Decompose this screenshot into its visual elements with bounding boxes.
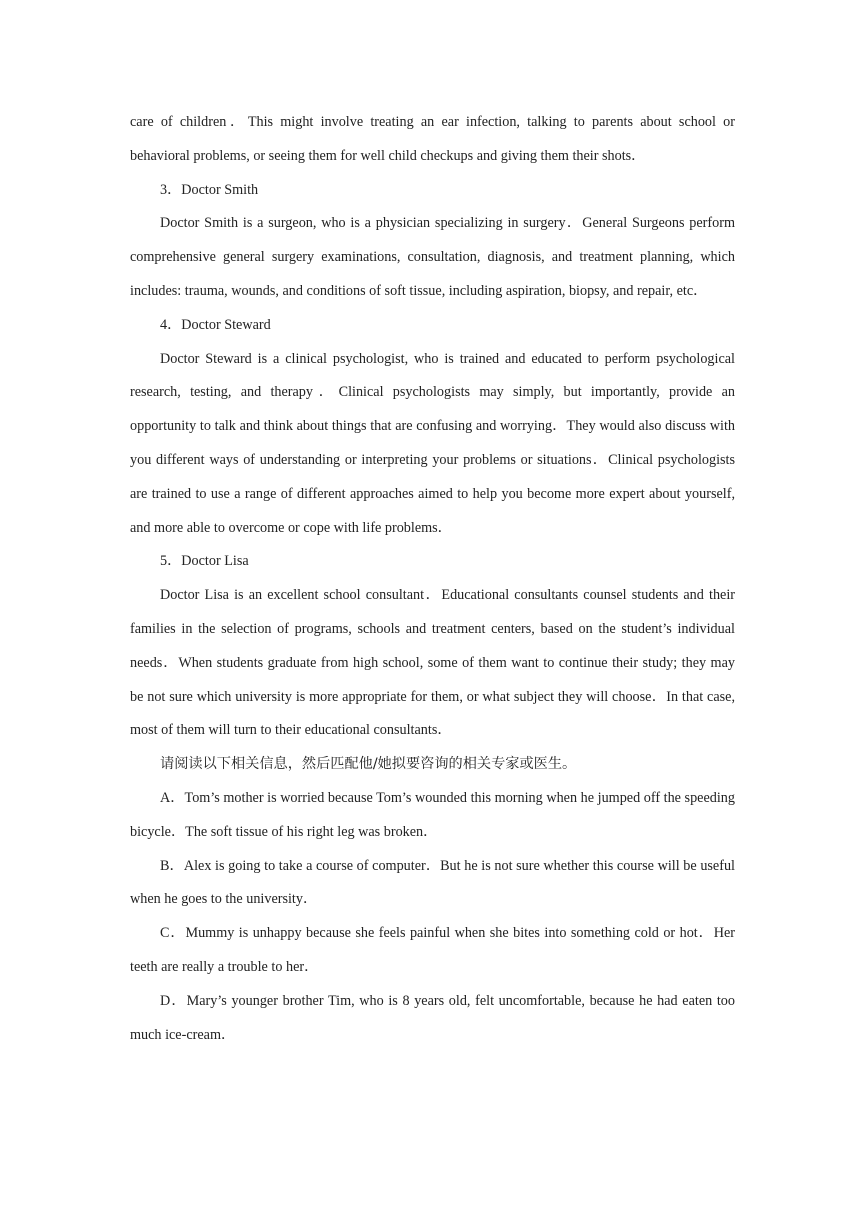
heading-doctor-smith: 3．Doctor Smith: [160, 181, 259, 198]
question-a: A．Tom’s mother is worried because Tom’s wounded this morning when he jumped off the speeding bicycle．The soft tissue of his right leg was broken．: [130, 789, 735, 840]
question-c: C．Mummy is unhappy because she feels painful when she bites into something cold or hot．Her teeth are really a trouble to her．: [130, 925, 735, 975]
document-body: [130, 106, 735, 1052]
question-b: B．Alex is going to take a course of computer．But he is not sure whether this course will be useful when he goes to the university．: [130, 857, 735, 908]
paragraph-doctor-steward: Doctor Steward is a clinical psychologist, who is trained and educated to perform psychological research, testing, and therapy．Clinical psychologists may simply, but importantly, provide an opportunity to talk and think about things that are confusing and worrying．They would also discuss with you different ways of understanding or interpreting your problems or situations．Clinical psychologists are trained to use a range of different approaches aimed to help you become more expert about yourself, and more able to overcome or cope with life problems．: [130, 350, 735, 536]
paragraph-doctor-smith: Doctor Smith is a surgeon, who is a physician specializing in surgery．General Surgeons perform comprehensive general surgery examinations, consultation, diagnosis, and treatment planning, which includes: trauma, wounds, and conditions of soft tissue, including aspiration, biopsy, and repair, etc．: [130, 215, 735, 299]
paragraph-doctor-lisa: Doctor Lisa is an excellent school consultant．Educational consultants counsel students and their families in the selection of programs, schools and treatment centers, based on the student’s individual needs．When students graduate from high school, some of them want to continue their study; they may be not sure which university is more appropriate for them, or what subject they will choose．In that case, most of them will turn to their educational consultants．: [130, 587, 735, 739]
heading-doctor-lisa: 5．Doctor Lisa: [160, 553, 249, 570]
paragraph-pediatrician-continued: care of children．This might involve treating an ear infection, talking to parents about school or behavioral problems, or seeing them for well child checkups and giving them their shots．: [130, 114, 735, 164]
heading-doctor-steward: 4．Doctor Steward: [160, 316, 271, 333]
instruction-text: 请阅读以下相关信息，然后匹配他/她拟要咨询的相关专家或医生。: [160, 756, 577, 773]
question-d: D．Mary’s younger brother Tim, who is 8 years old, felt uncomfortable, because he had eaten too much ice-cream．: [130, 992, 735, 1043]
